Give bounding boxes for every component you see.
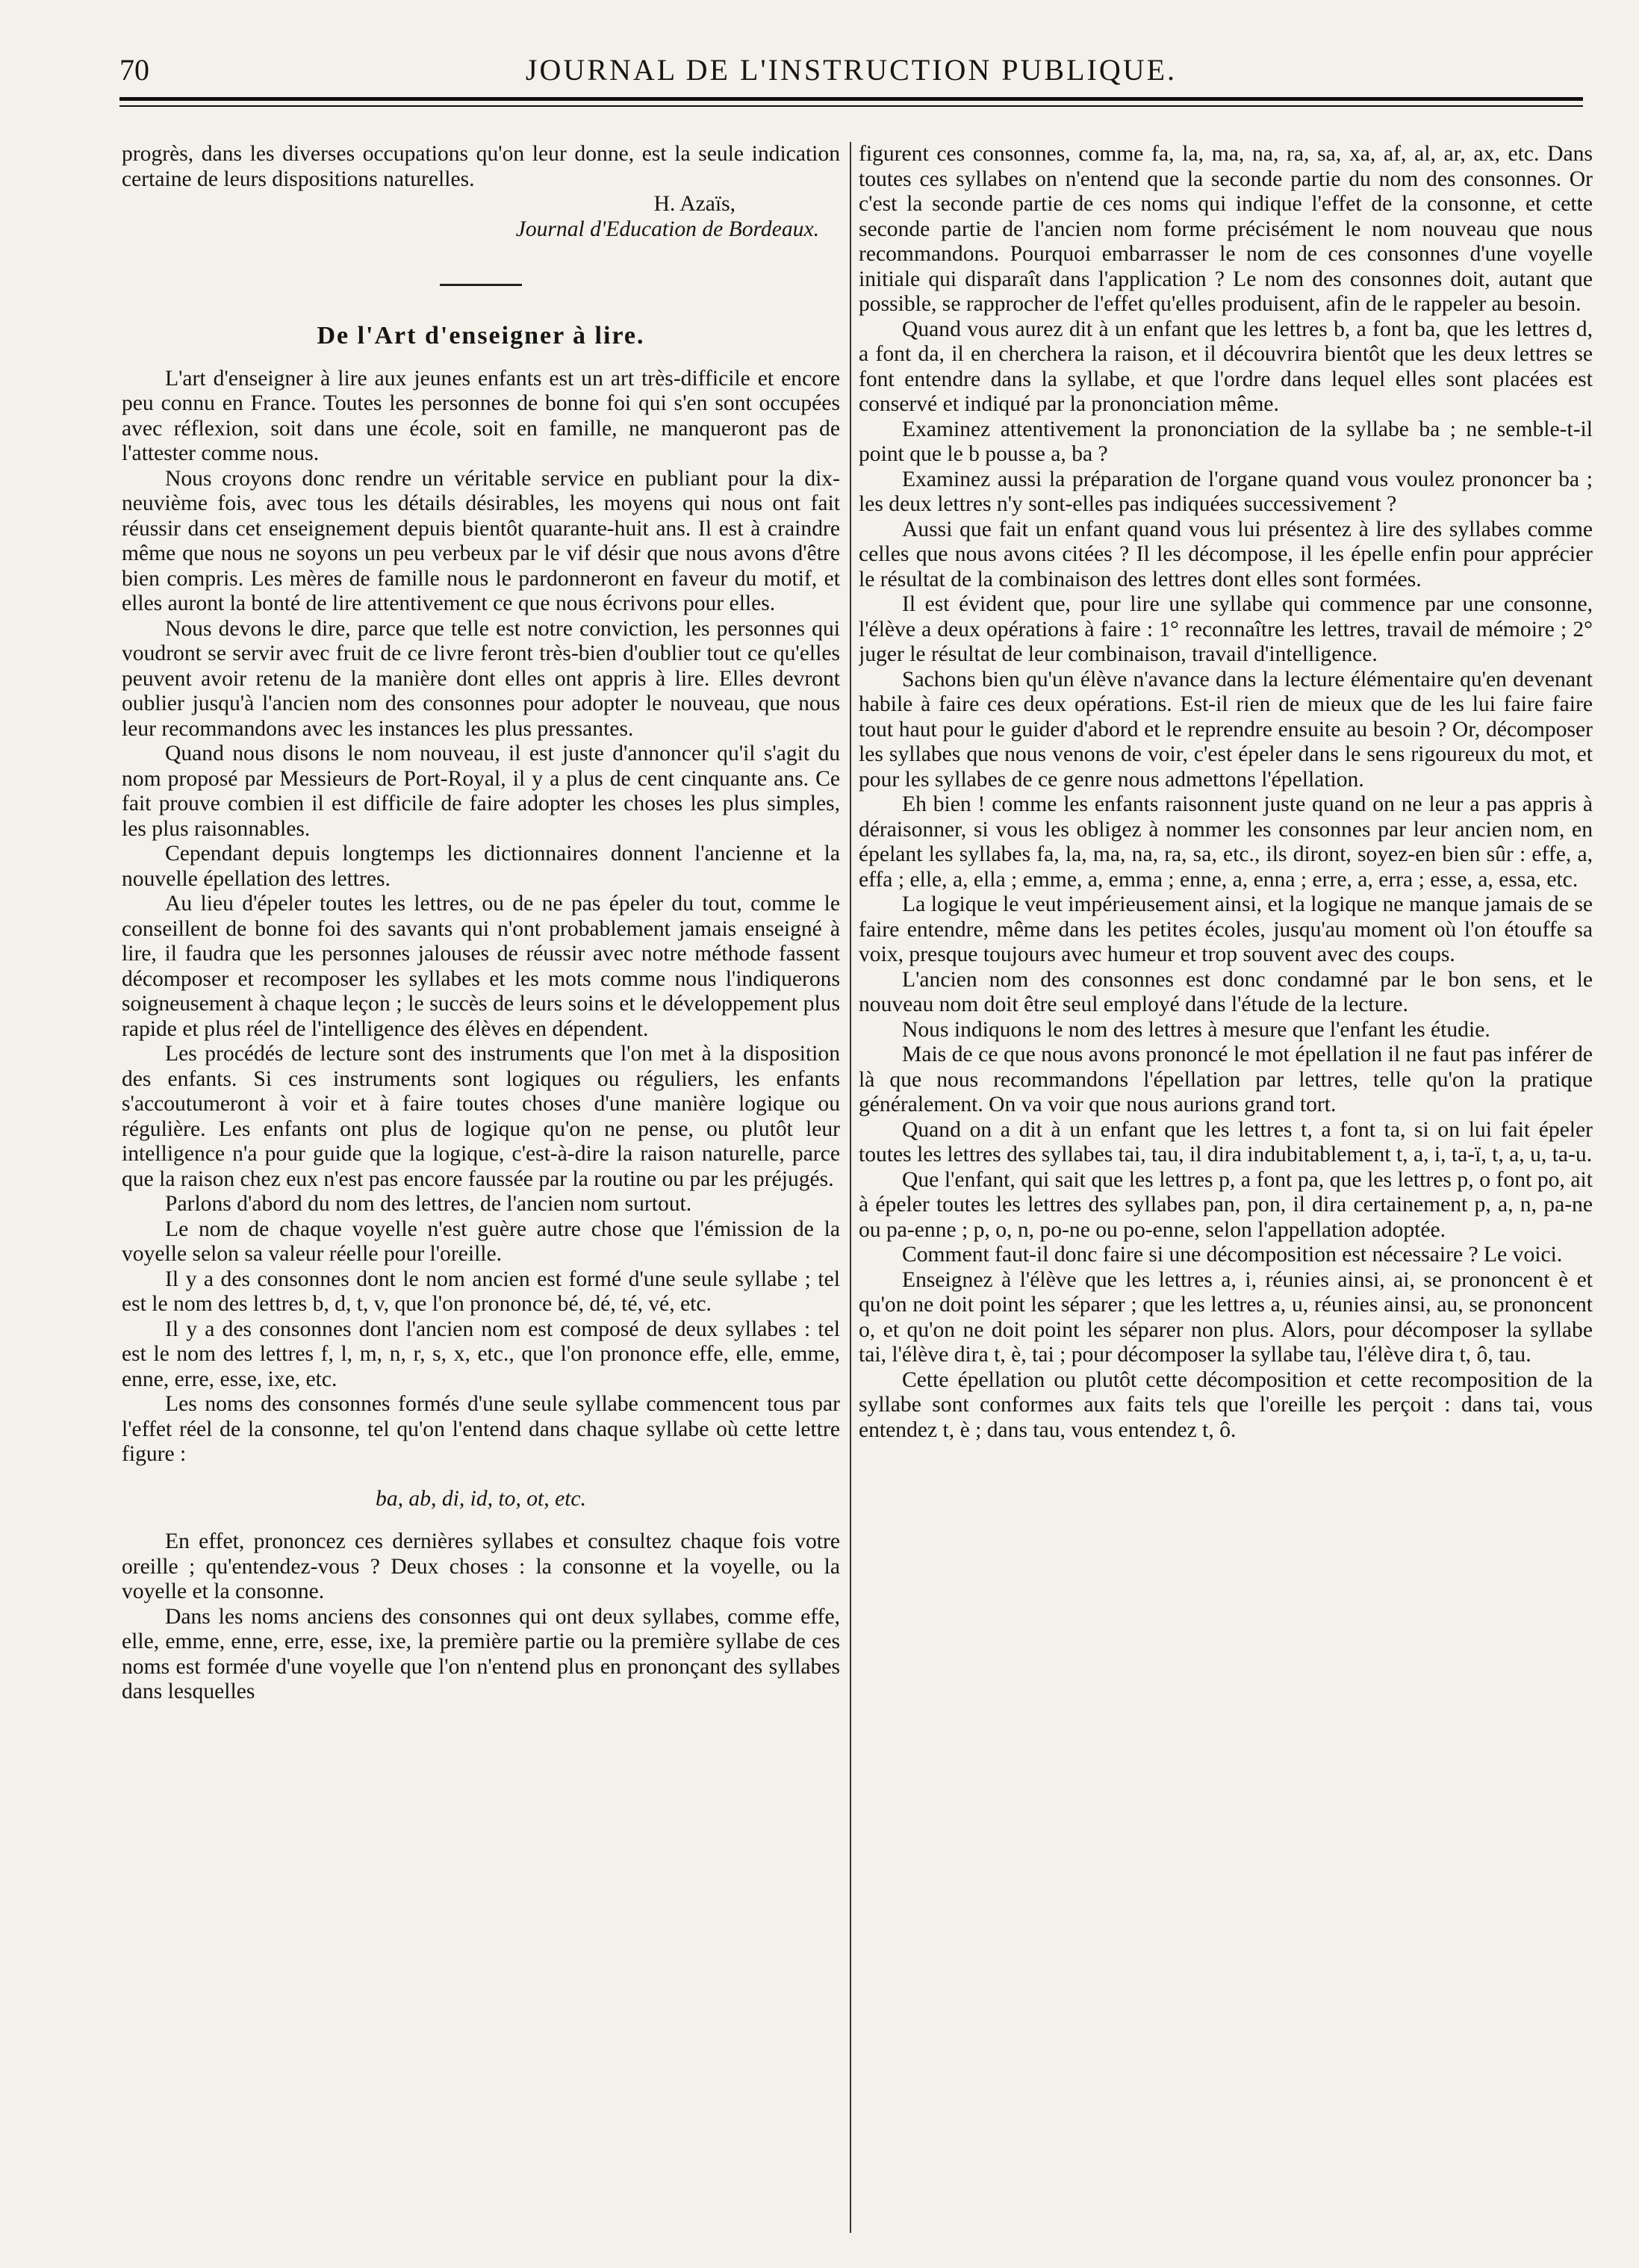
page-number: 70	[119, 53, 149, 87]
section-separator	[440, 284, 522, 286]
paragraph: Que l'enfant, qui sait que les lettres p, a font pa, que les lettres p, o font po, ait à épeler toutes les lettres des syllabes pan, pon, il dira certainement p, a, n, pa-ne ou pa-enne ; p, o, n, po-ne ou po-enne, selon l'appellation adoptée.	[859, 1167, 1593, 1242]
paragraph: Mais de ce que nous avons prononcé le mot épellation il ne faut pas inférer de là que nous recommandons l'épellation par lettres, telle qu'on la pratique généralement. On va voir que nous aurions grand tort.	[859, 1043, 1593, 1116]
signature-name: H. Azaïs,	[653, 192, 735, 216]
paragraph: Sachons bien qu'un élève n'avance dans la lecture élémentaire qu'en devenant habile à faire ces deux opérations. Est-il rien de mieux que de les lui faire faire tout haut pour le guider d'abord et le reprendre ensuite au besoin ? Or, décomposer les syllabes que nous venons de voir, c'est épeler dans le sens rigoureux du mot, et pour les syllabes de ce genre nous admettons l'épellation.	[859, 667, 1593, 792]
opening-paragraph: progrès, dans les diverses occupations qu'on leur donne, est la seule indication certaine de leurs dispositions naturelles.	[122, 142, 840, 191]
paragraph: Dans les noms anciens des consonnes qui ont deux syllabes, comme effe, elle, emme, enne, erre, esse, ixe, la première partie ou la première syllabe de ces noms est formée d'une voyelle que l'on n'entend plus en prononçant des syllabes dans lesquelles	[122, 1604, 840, 1703]
paragraph: Nous devons le dire, parce que telle est notre conviction, les personnes qui voudront se servir avec fruit de ce livre feront très-bien d'oublier tout ce qu'elles peuvent avoir retenu de la manière dont elles ont appris à lire. Elles devront oublier jusqu'à l'ancien nom des consonnes pour adopter le nouveau, que nous leur recommandons avec les instances les plus pressantes.	[122, 616, 840, 741]
paragraph: Il est évident que, pour lire une syllabe qui commence par une consonne, l'élève a deux opérations à faire : 1° reconnaître les lettres, travail de mémoire ; 2° juger le résultat de leur combinaison, travail d'intelligence.	[859, 592, 1593, 666]
paragraph: Enseignez à l'élève que les lettres a, i, réunies ainsi, ai, se prononcent è et qu'on ne doit point les séparer ; que les lettres a, u, réunies ainsi, au, se prononcent o, et qu'on ne doit point les séparer non plus. Alors, pour décomposer la syllabe tai, l'élève dira t, è, tai ; pour décomposer la syllabe tau, l'élève dira t, ô, tau.	[859, 1267, 1593, 1367]
paragraph: Cette épellation ou plutôt cette décomposition et cette recomposition de la syllabe sont conformes aux faits tels que l'oreille les perçoit : dans tai, vous entendez t, è ; dans tau, vous entendez t, ô.	[859, 1367, 1593, 1442]
continuation-paragraph: figurent ces consonnes, comme fa, la, ma, na, ra, sa, xa, af, al, ar, ax, etc. Dans toutes ces syllabes on n'entend que la seconde partie du nom des consonnes. Or c'est la seconde partie de ces noms qui indique l'effet de la consonne, et cette seconde partie de l'ancien nom forme précisément le nom nouveau que nous recommandons. Pourquoi embarrasser le nom de ces consonnes d'une voyelle initiale qui disparaît dans l'application ? Le nom des consonnes doit, autant que possible, se rapprocher de l'effet qu'elles produisent, afin de le rappeler au besoin.	[859, 142, 1593, 316]
paragraph: La logique le veut impérieusement ainsi, et la logique ne manque jamais de se faire entendre, même dans les petites écoles, jusqu'au moment où l'on étouffe sa voix, presque toujours avec humeur et trop souvent avec des coups.	[859, 892, 1593, 966]
signature-source: Journal d'Education de Bordeaux.	[515, 217, 819, 241]
header-rule-thin	[119, 105, 1583, 107]
paragraph: En effet, prononcez ces dernières syllabes et consultez chaque fois votre oreille ; qu'entendez-vous ? Deux choses : la consonne et la voyelle, ou la voyelle et la consonne.	[122, 1529, 840, 1603]
paragraph: Il y a des consonnes dont le nom ancien est formé d'une seule syllabe ; tel est le nom des lettres b, d, t, v, que l'on prononce bé, dé, té, vé, etc.	[122, 1267, 840, 1316]
article-title: De l'Art d'enseigner à lire.	[317, 322, 645, 349]
paragraph: Nous croyons donc rendre un véritable service en publiant pour la dix-neuvième fois, avec tous les détails désirables, les moyens qui nous ont fait réussir dans cet enseignement depuis bientôt quarante-huit ans. Il est à craindre même que nous ne soyons un peu verbeux par le vif désir que nous avons d'être bien compris. Les mères de famille nous le pardonneront en faveur du motif, et elles auront la bonté de lire attentivement ce que nous écrivons pour elles.	[122, 466, 840, 615]
left-column	[122, 142, 840, 2233]
paragraph: Aussi que fait un enfant quand vous lui présentez à lire des syllabes comme celles que nous avons citées ? Il les décompose, il les épelle enfin pour apprécier le résultat de la combinaison des lettres dont elles sont formées.	[859, 517, 1593, 591]
paragraph: Les noms des consonnes formés d'une seule syllabe commencent tous par l'effet réel de la consonne, tel qu'on l'entend dans chaque syllabe où cette lettre figure :	[122, 1392, 840, 1466]
paragraph: Cependant depuis longtemps les dictionnaires donnent l'ancienne et la nouvelle épellation des lettres.	[122, 842, 840, 891]
paragraph: Quand on a dit à un enfant que les lettres t, a font ta, si on lui fait épeler toutes les lettres des syllabes tai, tau, il dira indubitablement t, a, i, ta-ï, t, a, u, ta-u.	[859, 1117, 1593, 1166]
right-column	[859, 142, 1593, 2233]
paragraph: Le nom de chaque voyelle n'est guère autre chose que l'émission de la voyelle selon sa valeur réelle pour l'oreille.	[122, 1217, 840, 1266]
syllable-example: ba, ab, di, id, to, ot, etc.	[376, 1486, 586, 1511]
paragraph: Les procédés de lecture sont des instruments que l'on met à la disposition des enfants. Si ces instruments sont logiques ou réguliers, les enfants s'accoutumeront à voir et à faire toutes choses d'une manière logique ou régulière. Les enfants ont plus de logique qu'on ne pense, ou plutôt leur intelligence n'a pour guide que la logique, c'est-à-dire la raison naturelle, parce que la raison chez eux n'est pas encore faussée par la routine ou par les préjugés.	[122, 1042, 840, 1191]
paragraph: Quand vous aurez dit à un enfant que les lettres b, a font ba, que les lettres d, a font da, il en cherchera la raison, et il découvrira bientôt que les deux lettres se font entendre dans la syllabe, et que l'ordre dans lequel elles sont placées est conservé et indiqué par la prononciation même.	[859, 317, 1593, 416]
paragraph: Comment faut-il donc faire si une décomposition est nécessaire ? Le voici.	[902, 1243, 1563, 1267]
paragraph: L'art d'enseigner à lire aux jeunes enfants est un art très-difficile et encore peu connu en France. Toutes les personnes de bonne foi qui s'en sont occupées avec réflexion, soit dans une école, soit en famille, ne manqueront pas de l'attester comme nous.	[122, 366, 840, 465]
paragraph: Au lieu d'épeler toutes les lettres, ou de ne pas épeler du tout, comme le conseillent de bonne foi des savants qui n'ont probablement jamais enseigné à lire, il faudra que les personnes jalouses de réussir avec notre méthode fassent décomposer et recomposer les syllabes et les mots comme nous l'indiquerons soigneusement à chaque leçon ; le succès de leurs soins et le développement plus rapide et plus réel de l'intelligence des élèves en dépendent.	[122, 892, 840, 1041]
paragraph: L'ancien nom des consonnes est donc condamné par le bon sens, et le nouveau nom doit être seul employé dans l'étude de la lecture.	[859, 967, 1593, 1016]
paragraph: Il y a des consonnes dont l'ancien nom est composé de deux syllabes : tel est le nom des lettres f, l, m, n, r, s, x, etc., que l'on prononce effe, elle, emme, enne, erre, esse, ixe, etc.	[122, 1317, 840, 1391]
paragraph: Quand nous disons le nom nouveau, il est juste d'annoncer qu'il s'agit du nom proposé par Messieurs de Port-Royal, il y a plus de cent cinquante ans. Ce fait prouve combien il est difficile de faire adopter les choses les plus simples, les plus raisonnables.	[122, 742, 840, 841]
paragraph: Eh bien ! comme les enfants raisonnent juste quand on ne leur a pas appris à déraisonner, si vous les obligez à nommer les consonnes par leur ancien nom, en épelant les syllabes fa, la, ma, na, ra, sa, etc., ils diront, soyez-en bien sûr : effe, a, effa ; elle, a, ella ; emme, a, emma ; enne, a, enna ; erre, a, erra ; esse, a, essa, etc.	[859, 792, 1593, 892]
paragraph: Parlons d'abord du nom des lettres, de l'ancien nom surtout.	[165, 1192, 692, 1216]
paragraph: Examinez aussi la préparation de l'organe quand vous voulez prononcer ba ; les deux lettres n'y sont-elles pas indiquées successivement ?	[859, 467, 1593, 516]
column-divider	[850, 142, 851, 2233]
paragraph: Examinez attentivement la prononciation de la syllabe ba ; ne semble-t-il point que le b pousse a, ba ?	[859, 417, 1593, 466]
running-title: JOURNAL DE L'INSTRUCTION PUBLIQUE.	[525, 53, 1178, 87]
header-rule-thick	[119, 97, 1583, 101]
paragraph: Nous indiquons le nom des lettres à mesure que l'enfant les étudie.	[902, 1017, 1490, 1042]
page-header	[119, 43, 1583, 103]
